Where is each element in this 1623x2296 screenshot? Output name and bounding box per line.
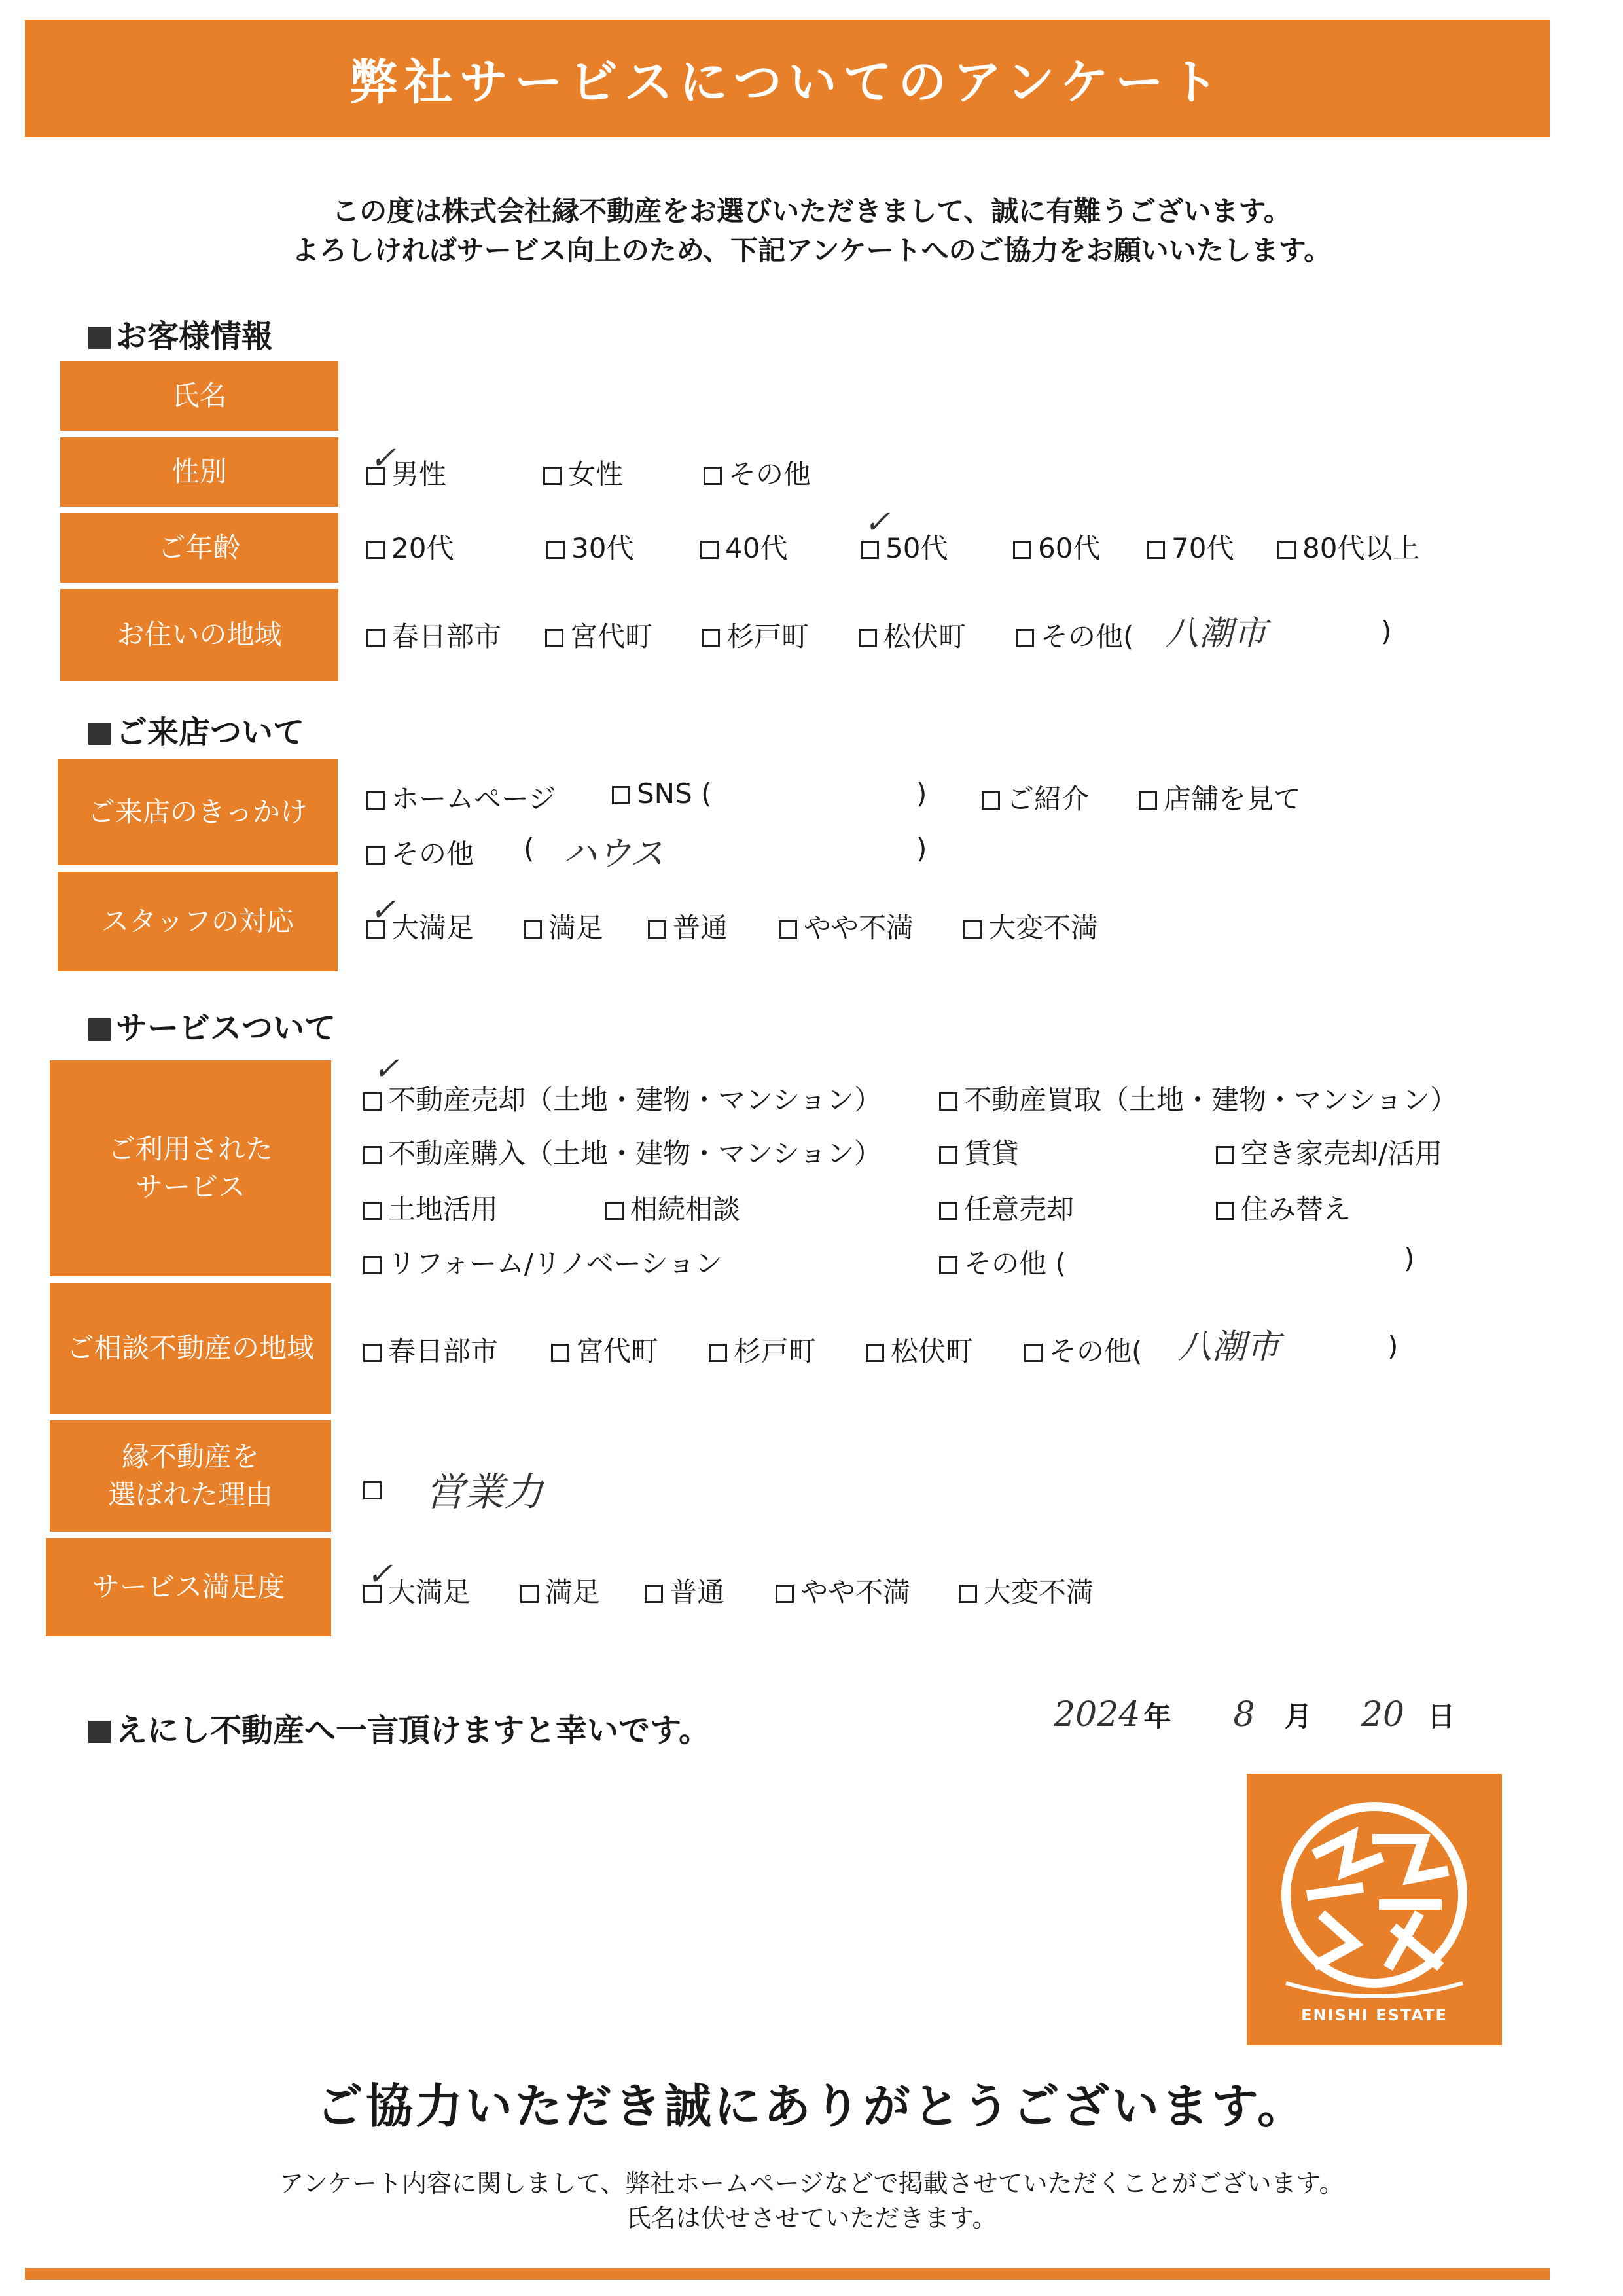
service-purchase-buyback[interactable]: 不動産買取（土地・建物・マンション）: [939, 1079, 1457, 1118]
checkbox-icon[interactable]: [366, 541, 385, 559]
service-relocation[interactable]: 住み替え: [1216, 1188, 1351, 1227]
label-name: 氏名: [60, 361, 338, 431]
label-area: お住いの地域: [60, 589, 338, 681]
reason-check[interactable]: [363, 1473, 388, 1505]
checkbox-icon[interactable]: [546, 541, 565, 559]
trigger-store[interactable]: 店舗を見て: [1139, 778, 1301, 817]
age-80s-plus[interactable]: 80代以上: [1277, 527, 1419, 566]
logo-emblem-icon: [1247, 1774, 1502, 2045]
intro-line-2: よろしければサービス向上のため、下記アンケートへのご協力をお願いいたします。: [291, 234, 1332, 266]
bottom-rule: [25, 2268, 1550, 2280]
gender-other[interactable]: その他: [704, 453, 811, 492]
checkbox-icon[interactable]: [702, 629, 720, 647]
consult-other-written: 八潮市: [1178, 1327, 1281, 1367]
service-inheritance[interactable]: 相続相談: [605, 1188, 740, 1227]
checkbox-icon[interactable]: [363, 1146, 382, 1164]
satisfaction-satisfied[interactable]: 満足: [520, 1571, 600, 1610]
section-visit: ご来店ついて: [88, 707, 304, 752]
trigger-sns[interactable]: SNS (: [612, 778, 711, 810]
checkbox-icon[interactable]: [605, 1202, 624, 1220]
check-mark-icon: ✓: [864, 504, 891, 541]
checkbox-icon[interactable]: [982, 791, 1000, 810]
checkbox-icon[interactable]: [366, 791, 385, 810]
checkbox-icon[interactable]: [363, 1344, 382, 1362]
age-70s[interactable]: 70代: [1147, 527, 1234, 566]
checkbox-icon[interactable]: [551, 1344, 569, 1362]
section-bullet-icon: [88, 1018, 111, 1041]
checkbox-icon[interactable]: [1216, 1202, 1234, 1220]
label-reason: 縁不動産を 選ばれた理由: [50, 1420, 331, 1532]
service-other-close: ): [1404, 1242, 1415, 1274]
checkbox-icon[interactable]: [1277, 541, 1296, 559]
checkbox-checked-icon[interactable]: [363, 1481, 382, 1499]
trigger-other[interactable]: その他: [366, 833, 474, 872]
section-service: サービスついて: [88, 1003, 336, 1048]
age-60s[interactable]: 60代: [1013, 527, 1100, 566]
title-banner: [25, 20, 1550, 137]
check-mark-icon: ✓: [370, 440, 397, 476]
checkbox-icon[interactable]: [939, 1202, 957, 1220]
checkbox-icon[interactable]: [363, 1202, 382, 1220]
checkbox-checked-icon[interactable]: [366, 846, 385, 865]
checkbox-icon[interactable]: [704, 467, 722, 485]
satisfaction-normal[interactable]: 普通: [645, 1571, 724, 1610]
checkbox-icon[interactable]: [866, 1344, 884, 1362]
thanks-message: ご協力いただき誠にありがとうございます。: [315, 2079, 1308, 2134]
staff-very-satisfied[interactable]: 大満足: [366, 906, 474, 946]
date-month-label: 月: [1284, 1700, 1312, 1732]
staff-very-dissatisfied[interactable]: 大変不満: [963, 906, 1098, 946]
consult-other[interactable]: その他(: [1024, 1330, 1142, 1369]
checkbox-icon[interactable]: [1139, 791, 1157, 810]
gender-female[interactable]: 女性: [543, 453, 623, 492]
checkbox-checked-icon[interactable]: [1024, 1344, 1043, 1362]
trigger-other-written: ハウス: [563, 834, 664, 874]
label-gender: 性別: [60, 437, 338, 507]
name-field[interactable]: [366, 380, 1414, 419]
label-consult-area: ご相談不動産の地域: [50, 1283, 331, 1414]
label-satisfaction: サービス満足度: [46, 1538, 331, 1636]
section-bullet-icon: [88, 723, 111, 745]
trigger-other-open: (: [524, 833, 535, 865]
checkbox-icon[interactable]: [939, 1146, 957, 1164]
service-voluntary-sale[interactable]: 任意売却: [939, 1188, 1074, 1227]
check-mark-icon: ✓: [366, 1556, 393, 1592]
checkbox-icon[interactable]: [776, 1585, 794, 1603]
checkbox-icon[interactable]: [648, 920, 666, 939]
section-bullet-icon: [88, 327, 111, 349]
note-line-2: 氏名は伏せさせていただきます。: [626, 2204, 997, 2233]
age-40s[interactable]: 40代: [700, 527, 787, 566]
area-kasukabe[interactable]: 春日部市: [366, 615, 501, 655]
consult-matsubushi[interactable]: 松伏町: [866, 1330, 973, 1369]
service-renovation[interactable]: リフォーム/リノベーション: [363, 1242, 722, 1282]
checkbox-icon[interactable]: [939, 1092, 957, 1111]
service-buy[interactable]: 不動産購入（土地・建物・マンション）: [363, 1132, 882, 1172]
section-bullet-icon: [88, 1721, 111, 1743]
check-mark-icon: ✓: [373, 1050, 400, 1087]
checkbox-icon[interactable]: [543, 467, 562, 485]
label-age: ご年齢: [60, 513, 338, 583]
checkbox-icon[interactable]: [545, 629, 563, 647]
date-year-value: 2024: [1054, 1695, 1141, 1734]
consult-miyashiro[interactable]: 宮代町: [551, 1330, 658, 1369]
checkbox-icon[interactable]: [520, 1585, 539, 1603]
label-used-service: ご利用された サービス: [50, 1060, 331, 1276]
checkbox-icon[interactable]: [645, 1585, 663, 1603]
staff-normal[interactable]: 普通: [648, 906, 728, 946]
consult-sugito[interactable]: 杉戸町: [709, 1330, 816, 1369]
label-staff: スタッフの対応: [58, 872, 338, 971]
reason-written: 営業力: [425, 1469, 543, 1515]
checkbox-icon[interactable]: [366, 629, 385, 647]
trigger-sns-close: ): [916, 778, 927, 810]
age-20s[interactable]: 20代: [366, 527, 454, 566]
area-matsubushi[interactable]: 松伏町: [859, 615, 966, 655]
area-other[interactable]: その他(: [1016, 615, 1133, 655]
consult-kasukabe[interactable]: 春日部市: [363, 1330, 498, 1369]
checkbox-icon[interactable]: [1013, 541, 1031, 559]
trigger-referral[interactable]: ご紹介: [982, 778, 1089, 817]
consult-other-close: ): [1387, 1330, 1399, 1362]
area-miyashiro[interactable]: 宮代町: [545, 615, 652, 655]
checkbox-icon[interactable]: [612, 786, 630, 804]
checkbox-icon[interactable]: [524, 920, 542, 939]
label-trigger: ご来店のきっかけ: [58, 759, 338, 865]
section-customer: お客様情報: [88, 311, 273, 356]
company-logo: [1247, 1774, 1502, 2045]
date-day-value: 20: [1361, 1695, 1405, 1734]
satisfaction-somewhat-dissatisfied[interactable]: やや不満: [776, 1571, 910, 1610]
staff-somewhat-dissatisfied[interactable]: やや不満: [779, 906, 914, 946]
date: [1054, 1695, 1455, 1734]
page-title: 弊社サービスについてのアンケート: [349, 54, 1226, 111]
checkbox-icon[interactable]: [859, 629, 877, 647]
satisfaction-very-dissatisfied[interactable]: 大変不満: [959, 1571, 1094, 1610]
date-month-value: 8: [1233, 1695, 1255, 1734]
service-rental[interactable]: 賃貸: [939, 1132, 1019, 1172]
service-sale[interactable]: 不動産売却（土地・建物・マンション）: [363, 1079, 882, 1118]
checkbox-checked-icon[interactable]: [861, 541, 879, 559]
checkbox-icon[interactable]: [963, 920, 982, 939]
intro-line-1: この度は株式会社縁不動産をお選びいただきまして、誠に有難うございます。: [332, 195, 1291, 227]
logo-text: ENISHI ESTATE: [1301, 2006, 1448, 2024]
date-year-label: 年: [1143, 1700, 1171, 1732]
age-30s[interactable]: 30代: [546, 527, 633, 566]
checkbox-icon[interactable]: [1216, 1146, 1234, 1164]
age-50s[interactable]: 50代: [861, 527, 948, 566]
checkbox-icon[interactable]: [700, 541, 719, 559]
checkbox-checked-icon[interactable]: [1016, 629, 1034, 647]
checkbox-icon[interactable]: [959, 1585, 977, 1603]
area-other-written: 八潮市: [1165, 614, 1268, 653]
checkbox-icon[interactable]: [1147, 541, 1165, 559]
checkbox-icon[interactable]: [363, 1256, 382, 1274]
area-other-close: ): [1381, 615, 1392, 647]
check-mark-icon: ✓: [370, 891, 397, 928]
trigger-other-close: ): [916, 833, 927, 865]
gender-male[interactable]: 男性: [366, 453, 446, 492]
note-line-1: アンケート内容に関しまして、弊社ホームページなどで掲載させていただくことがございます。: [279, 2169, 1344, 2198]
staff-satisfied[interactable]: 満足: [524, 906, 603, 946]
service-vacant-house[interactable]: 空き家売却/活用: [1216, 1132, 1442, 1172]
date-day-label: 日: [1427, 1700, 1455, 1732]
satisfaction-very-satisfied[interactable]: 大満足: [363, 1571, 471, 1610]
checkbox-icon[interactable]: [779, 920, 797, 939]
checkbox-checked-icon[interactable]: [363, 1092, 382, 1111]
service-land-use[interactable]: 土地活用: [363, 1188, 498, 1227]
trigger-homepage[interactable]: ホームページ: [366, 778, 556, 817]
service-other[interactable]: その他 (: [939, 1242, 1066, 1282]
area-sugito[interactable]: 杉戸町: [702, 615, 809, 655]
checkbox-icon[interactable]: [939, 1256, 957, 1274]
section-comment: えにし不動産へ一言頂けますと幸いです。: [88, 1705, 710, 1750]
checkbox-icon[interactable]: [709, 1344, 727, 1362]
